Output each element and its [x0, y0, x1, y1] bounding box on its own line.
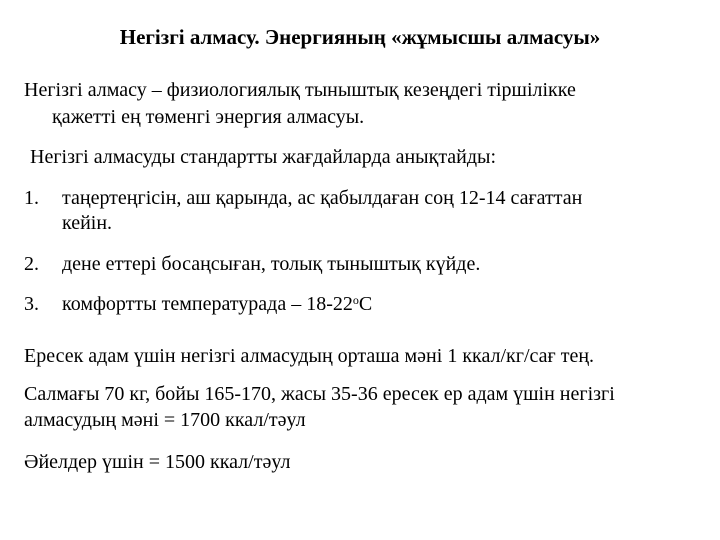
male-example-line-1: Салмағы 70 кг, бойы 165-170, жасы 35-36 ересек ер адам үшін негізгі	[24, 383, 615, 405]
degree-superscript: o	[352, 293, 359, 307]
slide-title: Негізгі алмасу. Энергияның «жұмысшы алмасуы»	[119, 25, 601, 49]
condition-2-number: 2.	[24, 253, 39, 275]
condition-2-text: дене еттері босаңсыған, толық тыныштық күйде.	[62, 253, 481, 275]
condition-3-number: 3.	[24, 293, 39, 315]
condition-1-line-2: кейін.	[62, 212, 113, 234]
definition-line-1: Негізгі алмасу – физиологиялық тыныштық кезеңдегі тіршілікке	[24, 79, 576, 101]
female-value-text: Әйелдер үшін = 1500 ккал/тәул	[24, 451, 291, 473]
condition-1-line-1: таңертеңгісін, аш қарында, ас қабылдаған соң 12-14 сағаттан	[62, 187, 583, 209]
male-example-line-2: алмасудың мәні = 1700 ккал/тәул	[24, 409, 306, 431]
condition-3-text	[62, 292, 720, 317]
condition-3-text-main: комфортты температурада – 18-22	[62, 293, 353, 315]
definition-line-2: қажетті ең төменгі энергия алмасуы.	[52, 106, 365, 128]
conditions-intro: Негізгі алмасуды стандартты жағдайларда анықтайды:	[30, 146, 497, 168]
condition-3-unit: С	[358, 293, 373, 315]
adult-average-text: Ересек адам үшін негізгі алмасудың орташа мәні 1 ккал/кг/сағ тең.	[24, 345, 595, 367]
condition-1-number: 1.	[24, 187, 39, 209]
